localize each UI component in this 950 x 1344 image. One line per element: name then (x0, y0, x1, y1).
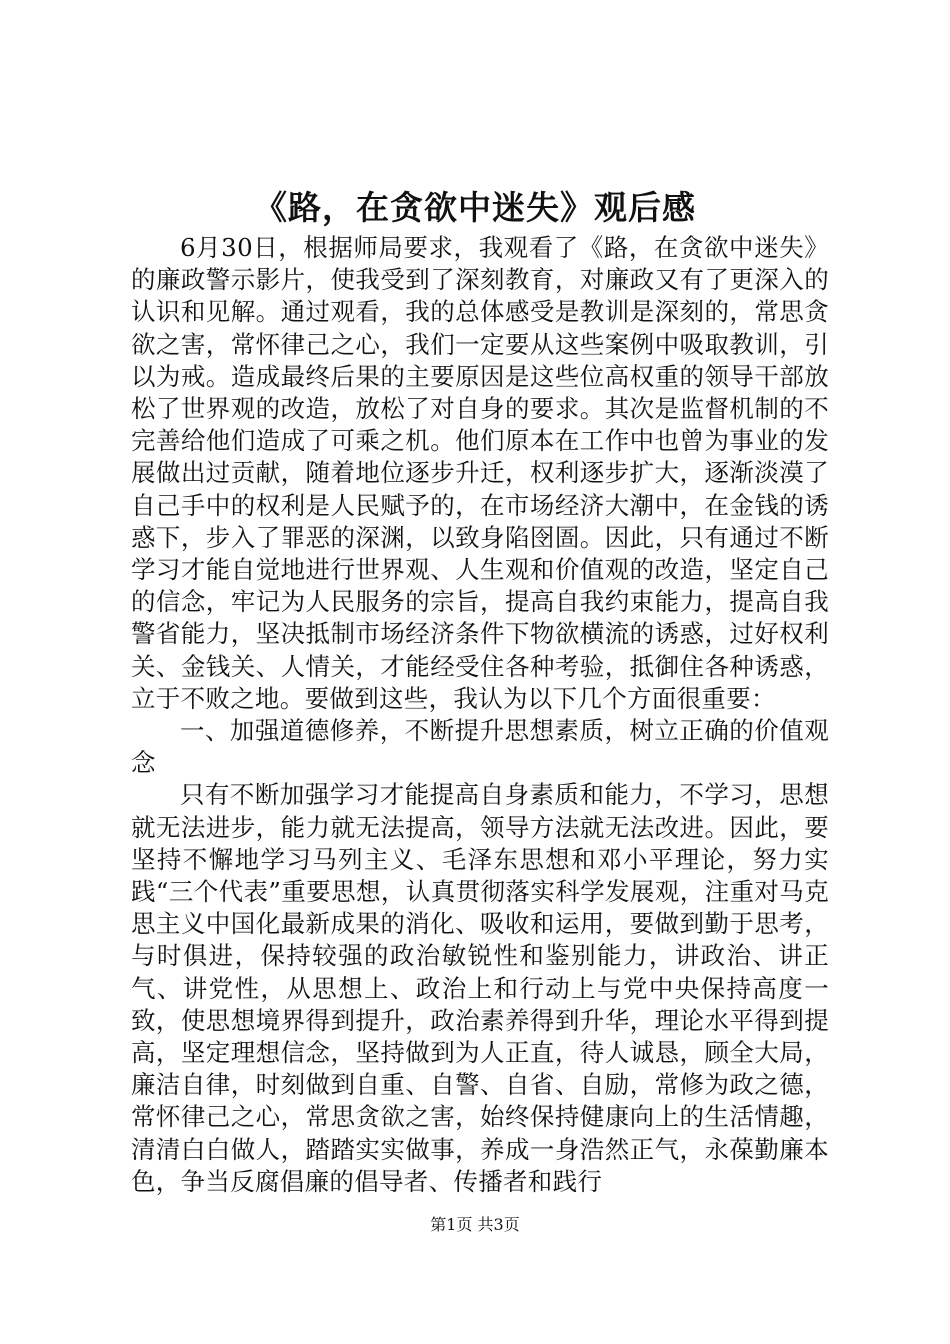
document-title: 《路，在贪欲中迷失》观后感 (254, 188, 696, 227)
document-body (131, 232, 829, 1198)
paragraph-intro: 6月30日，根据师局要求，我观看了《路，在贪欲中迷失》的廉政警示影片，使我受到了深刻教育，对廉政又有了更深入的认识和见解。通过观看，我的总体感受是教训是深刻的，常思贪欲之害，常怀律己之心，我们一定要从这些案例中吸取教训，引以为戒。造成最终后果的主要原因是这些位高权重的领导干部放松了世界观的改造，放松了对自身的要求。其次是监督机制的不完善给他们造成了可乘之机。他们原本在工作中也曾为事业的发展做出过贡献，随着地位逐步升迁，权利逐步扩大，逐渐淡漠了自己手中的权利是人民赋予的，在市场经济大潮中，在金钱的诱惑下，步入了罪恶的深渊，以致身陷囹圄。因此，只有通过不断学习才能自觉地进行世界观、人生观和价值观的改造，坚定自己的信念，牢记为人民服务的宗旨，提高自我约束能力，提高自我警省能力，坚决抵制市场经济条件下物欲横流的诱惑，过好权利关、金钱关、人情关，才能经受住各种考验，抵御住各种诱惑，立于不败之地。要做到这些，我认为以下几个方面很重要： (131, 233, 829, 713)
paragraph-study: 只有不断加强学习才能提高自身素质和能力，不学习，思想就无法进步，能力就无法提高，领导方法就无法改进。因此，要坚持不懈地学习马列主义、毛泽东思想和邓小平理论，努力实践“三个代表”重要思想，认真贯彻落实科学发展观，注重对马克思主义中国化最新成果的消化、吸收和运用，要做到勤于思考，与时俱进，保持较强的政治敏锐性和鉴别能力，讲政治、讲正气、讲党性，从思想上、政治上和行动上与党中央保持高度一致，使思想境界得到提升，政治素养得到升华，理论水平得到提高，坚定理想信念，坚持做到为人正直，待人诚恳，顾全大局，廉洁自律，时刻做到自重、自警、自省、自励，常修为政之德，常怀律己之心，常思贪欲之害，始终保持健康向上的生活情趣，清清白白做人，踏踏实实做事，养成一身浩然正气，永葆勤廉本色，争当反腐倡廉的倡导者、传播者和践行 (131, 780, 829, 1196)
paragraph-section-heading: 一、加强道德修养，不断提升思想素质，树立正确的价值观念 (131, 716, 829, 778)
page-footer: 第1页 共3页 (430, 1215, 520, 1234)
